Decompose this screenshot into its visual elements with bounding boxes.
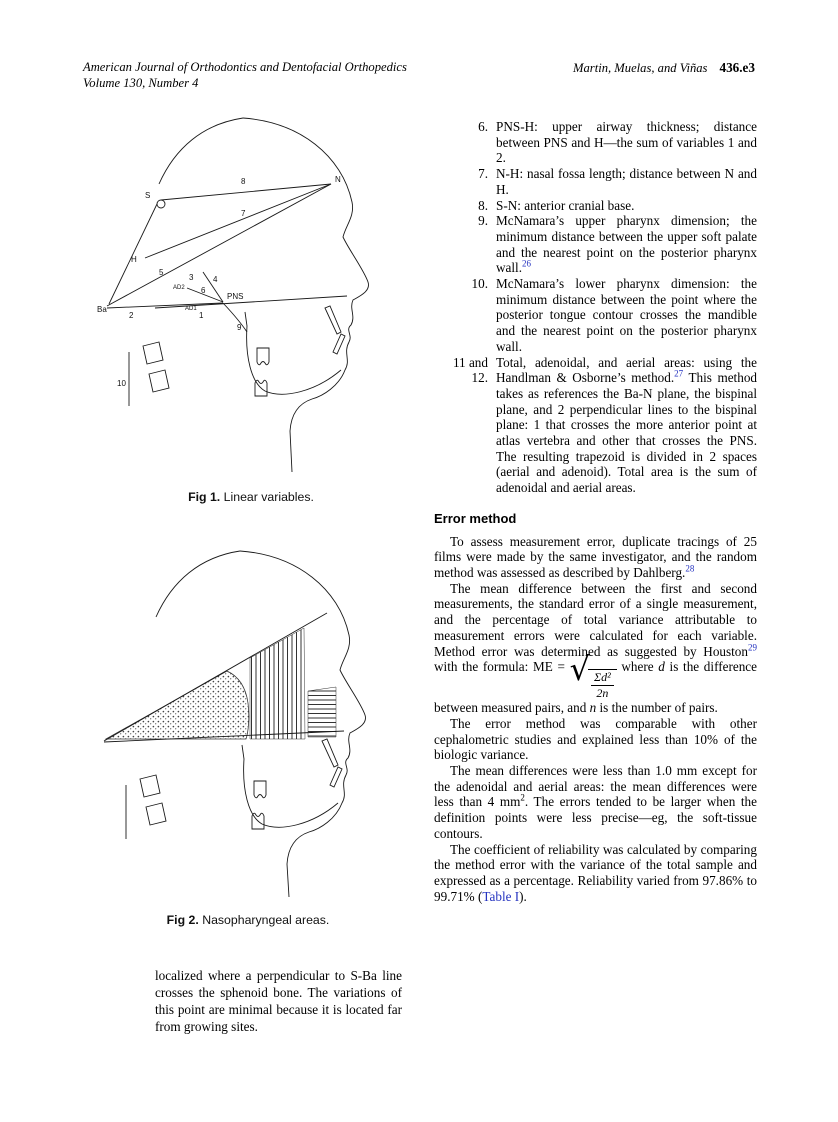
paragraph-error-1 bbox=[434, 534, 757, 581]
formula-fraction bbox=[588, 669, 617, 700]
section-heading-error-method: Error method bbox=[434, 510, 517, 526]
list-item-text-part: McNamara’s lower pharynx dimension: the minimum distance between the point where the posterior tongue contour crosses the mandible and the nearest point on the posterior pharynx wall. bbox=[496, 276, 757, 354]
list-item-text bbox=[496, 276, 757, 355]
paragraph-error-4 bbox=[434, 763, 757, 842]
list-item-text bbox=[496, 355, 757, 496]
list-item-text bbox=[496, 213, 757, 276]
journal-volume: Volume 130, Number 4 bbox=[83, 75, 199, 90]
fig1-point-label: 6 bbox=[201, 286, 206, 295]
paragraph-text: The coefficient of reliability was calculated by comparing the method error with the variance of the total sample and expressed as a percentage. Reliability varied from 97.86% to 99.71% ( bbox=[434, 841, 757, 904]
figure-1 bbox=[95, 112, 407, 504]
list-item-number: 10. bbox=[471, 276, 488, 292]
paragraph-text: The mean difference between the first and second measurements, the standard error of a single measurement, and the percentage of total variance attributable to measurement errors were calculated for each variable. Method error was determined as suggested by Houston bbox=[434, 580, 757, 659]
journal-header-right bbox=[573, 60, 755, 76]
paragraph-text: To assess measurement error, duplicate tracings of 25 films were made by the same investigator, and the random method was assessed as described by Dahlberg. bbox=[434, 533, 757, 580]
fig1-point-label: Ba bbox=[97, 305, 107, 314]
fig1-caption bbox=[95, 490, 407, 504]
paragraph-error-5 bbox=[434, 842, 757, 905]
paragraph-text: is the number of pairs. bbox=[596, 700, 718, 716]
fig1-point-label: 8 bbox=[241, 177, 246, 186]
fig2-caption bbox=[92, 913, 404, 927]
formula-denominator: 2n bbox=[596, 686, 609, 701]
reference-link-27[interactable]: 27 bbox=[674, 368, 684, 379]
list-item-text bbox=[496, 198, 757, 214]
fig2-hatched-area bbox=[308, 687, 336, 737]
list-item-text-part: McNamara’s upper pharynx dimension; the minimum distance between the upper soft palate and the nearest point on the posterior pharynx wall. bbox=[496, 213, 757, 276]
list-item-number: 7. bbox=[478, 166, 488, 182]
figure-2 bbox=[92, 545, 404, 927]
list-item-6 bbox=[434, 119, 757, 166]
fig1-caption-label: Fig 1. bbox=[188, 490, 221, 504]
radical-sign: √ bbox=[569, 650, 588, 689]
fig1-point-label: S bbox=[145, 191, 151, 200]
list-item-text-part: N-H: nasal fossa length; distance between N and H. bbox=[496, 166, 757, 197]
header-authors: Martin, Muelas, and Viñas bbox=[573, 61, 708, 75]
list-item-number: 11 and 12. bbox=[452, 354, 488, 386]
fig2-adenoid-area bbox=[106, 671, 249, 739]
fig2-caption-label: Fig 2. bbox=[166, 913, 199, 927]
fig2-aerial-area bbox=[250, 628, 305, 739]
fig2-caption-text: Nasopharyngeal areas. bbox=[202, 913, 330, 927]
fig1-point-label: 7 bbox=[241, 209, 246, 218]
method-error-formula bbox=[569, 650, 617, 701]
fig1-point-label: 2 bbox=[129, 311, 134, 320]
fig1-caption-text: Linear variables. bbox=[223, 490, 314, 504]
fig1-point-label: 5 bbox=[159, 268, 164, 277]
table-1-link[interactable]: Table I bbox=[482, 888, 520, 904]
list-item-number: 8. bbox=[478, 197, 488, 213]
list-item-8 bbox=[434, 198, 757, 214]
list-item-10 bbox=[434, 276, 757, 355]
paragraph-error-3: The error method was comparable with other cephalometric studies and explained less than 10% of the biologic variance. bbox=[434, 715, 757, 763]
fig1-point-label: AD2 bbox=[173, 285, 185, 291]
paragraph-text: where bbox=[616, 659, 659, 675]
list-item-text-part: This method takes as references the Ba-N plane, the bispinal plane, and 2 perpendicular lines to the bispinal plane: 1 that crosses the more anterior point at atlas vertebra and other that crosses the PNS. The resulting trapezoid is divided in 2 spaces (aerial and adenoid). Total area is the sum of adenoidal and aerial areas. bbox=[496, 370, 758, 496]
paragraph-text: . The errors tended to be larger when the definition points were less precise—eg, the soft-tissue contours. bbox=[434, 794, 757, 841]
variable-n: n bbox=[589, 700, 597, 716]
right-column bbox=[434, 119, 757, 904]
paragraph-text: ). bbox=[519, 888, 527, 904]
fig1-point-label: 4 bbox=[213, 275, 218, 284]
fig1-point-label: 3 bbox=[189, 273, 194, 282]
reference-link-26[interactable]: 26 bbox=[522, 258, 532, 269]
list-item-7 bbox=[434, 166, 757, 197]
fig1-point-label: N bbox=[335, 175, 341, 184]
journal-header-left bbox=[83, 60, 407, 91]
reference-link-29[interactable]: 29 bbox=[748, 642, 757, 653]
header-page-number: 436.e3 bbox=[719, 60, 755, 75]
variable-d: d bbox=[658, 659, 665, 675]
list-item-text bbox=[496, 166, 757, 197]
fig1-point-label: PNS bbox=[227, 292, 244, 301]
fig2-image bbox=[92, 545, 402, 903]
list-item-text-part: PNS-H: upper airway thickness; distance between PNS and H—the sum of variables 1 and 2. bbox=[496, 119, 757, 166]
list-item-11-12 bbox=[434, 355, 757, 496]
list-item-text-part: Total, adenoidal, and aerial areas: using the Handlman & Osborne’s method. bbox=[496, 354, 757, 386]
fig1-point-label: 10 bbox=[117, 379, 126, 388]
fig1-point-label: AD1 bbox=[185, 306, 197, 312]
fig1-point-label: 9 bbox=[237, 323, 242, 332]
paragraph-text: with the formula: ME = bbox=[434, 659, 565, 675]
list-item-number: 6. bbox=[478, 119, 488, 134]
fig1-labels bbox=[97, 175, 341, 388]
journal-title: American Journal of Orthodontics and Dentofacial Orthopedics bbox=[83, 60, 407, 74]
reference-link-28[interactable]: 28 bbox=[685, 563, 695, 574]
formula-numerator: Σd² bbox=[591, 671, 614, 686]
continuation-paragraph: localized where a perpendicular to S-Ba line crosses the sphenoid bone. The variations of this point are minimal because it is located far from growing sites. bbox=[155, 968, 402, 1034]
paragraph-text: The mean differences were less than 1.0 mm except for the adenoidal and aerial areas: the mean differences were less than 4 mm bbox=[434, 763, 757, 810]
superscript-2: 2 bbox=[520, 793, 525, 804]
fig1-image bbox=[95, 112, 405, 480]
paragraph-error-2 bbox=[434, 581, 757, 716]
fig1-point-label: H bbox=[131, 255, 137, 264]
fig1-point-label: 1 bbox=[199, 311, 204, 320]
paragraph-text: is the difference between measured pairs, and bbox=[434, 659, 758, 716]
list-item-text-part: S-N: anterior cranial base. bbox=[496, 197, 635, 213]
list-item-9 bbox=[434, 213, 757, 276]
list-item-number: 9. bbox=[478, 213, 488, 229]
list-item-text bbox=[496, 119, 757, 166]
